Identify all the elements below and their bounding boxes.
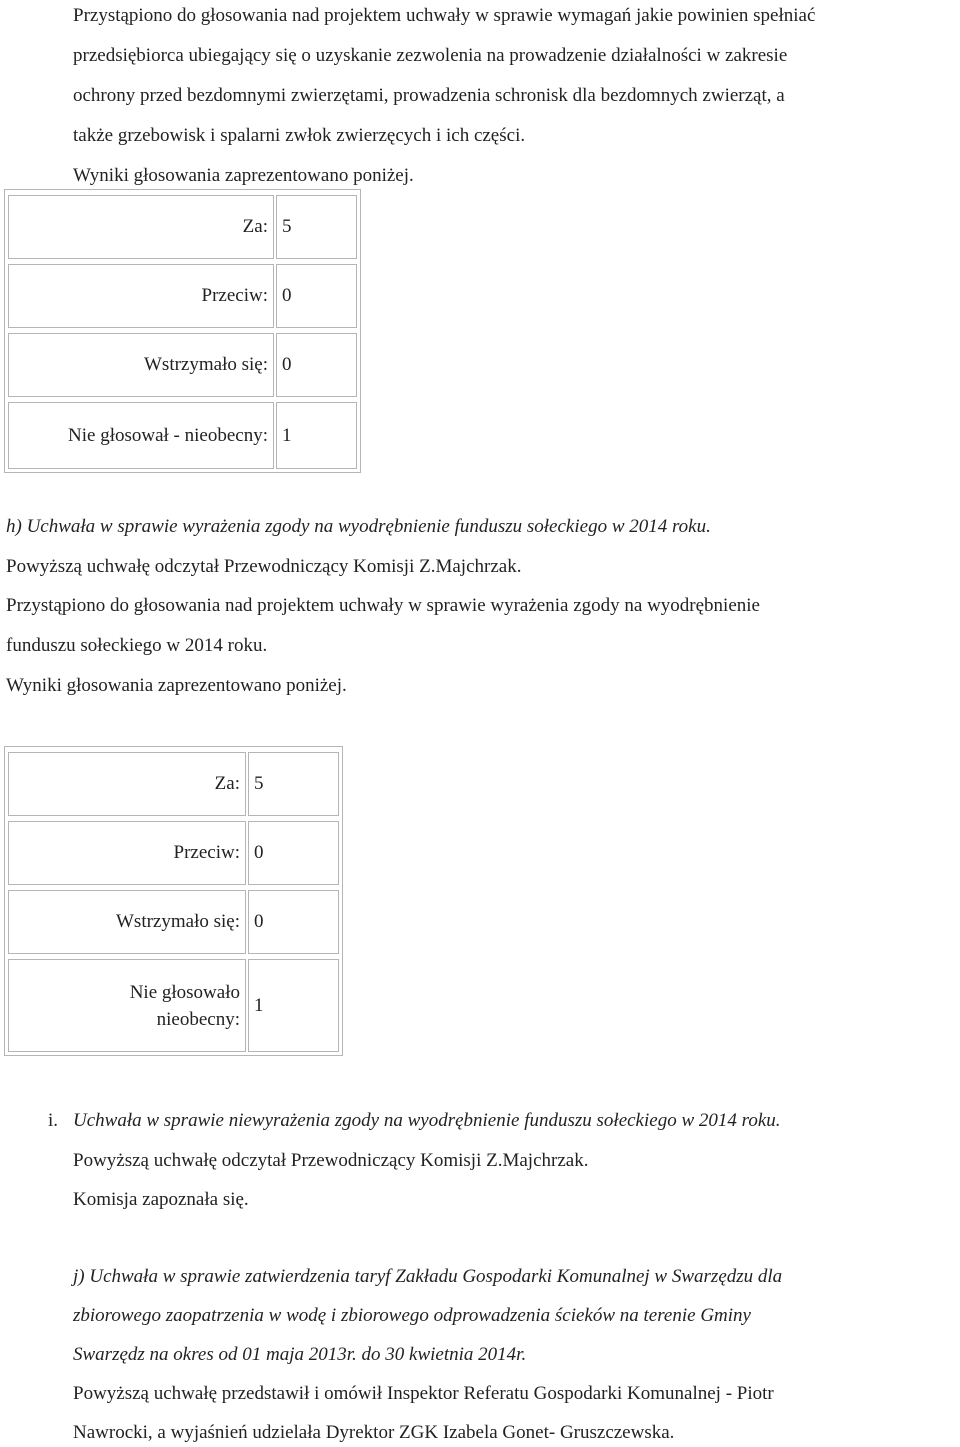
paragraph-line: Przystąpiono do głosowania nad projektem uchwały w sprawie wymagań jakie powinien spełniać [73,5,816,26]
list-marker: i. [48,1110,59,1131]
vote-value: 5 [276,195,357,259]
results-line: Wyniki głosowania zaprezentowano poniżej. [73,165,414,186]
vote-results-table [4,746,343,1056]
section-heading: Swarzędz na okres od 01 maja 2013r. do 30 kwietnia 2014r. [73,1344,527,1365]
vote-value: 0 [276,333,357,397]
read-by-line: Powyższą uchwałę odczytał Przewodniczący Komisji Z.Majchrzak. [6,556,522,577]
vote-label [8,959,246,1052]
paragraph-line: także grzebowisk i spalarni zwłok zwierzęcych i ich części. [73,125,526,146]
vote-label: Nie głosował - nieobecny: [8,402,274,469]
section-heading: Uchwała w sprawie niewyrażenia zgody na wyodrębnienie funduszu sołeckiego w 2014 roku. [73,1110,781,1131]
paragraph-line: przedsiębiorca ubiegający się o uzyskanie zezwolenia na prowadzenie działalności w zakresie [73,45,788,66]
read-by-line: Powyższą uchwałę odczytał Przewodniczący Komisji Z.Majchrzak. [73,1150,589,1171]
vote-value: 1 [248,959,339,1052]
vote-value: 1 [276,402,357,469]
vote-label-text: Nie głosowało nieobecny: [129,981,240,1030]
vote-value: 5 [248,752,339,816]
vote-results-table [4,189,361,473]
vote-label: Przeciw: [8,264,274,328]
results-line: Wyniki głosowania zaprezentowano poniżej. [6,675,347,696]
vote-label: Przeciw: [8,821,246,885]
vote-value: 0 [248,890,339,954]
vote-label: Wstrzymało się: [8,890,246,954]
section-heading: h) Uchwała w sprawie wyrażenia zgody na wyodrębnienie funduszu sołeckiego w 2014 roku. [6,516,711,537]
paragraph-line: Przystąpiono do głosowania nad projektem uchwały w sprawie wyrażenia zgody na wyodrębnienie [6,595,760,616]
vote-label: Wstrzymało się: [8,333,274,397]
vote-label: Za: [8,195,274,259]
paragraph-line: ochrony przed bezdomnymi zwierzętami, prowadzenia schronisk dla bezdomnych zwierząt, a [73,85,785,106]
paragraph-line: Powyższą uchwałę przedstawił i omówił Inspektor Referatu Gospodarki Komunalnej - Piotr [73,1383,774,1404]
section-heading: j) Uchwała w sprawie zatwierdzenia taryf Zakładu Gospodarki Komunalnej w Swarzędzu dla [73,1266,783,1287]
paragraph-line: funduszu sołeckiego w 2014 roku. [6,635,268,656]
section-heading: zbiorowego zaopatrzenia w wodę i zbiorowego odprowadzenia ścieków na terenie Gminy [73,1305,751,1326]
vote-value: 0 [276,264,357,328]
paragraph-line: Nawrocki, a wyjaśnień udzielała Dyrektor ZGK Izabela Gonet- Gruszczewska. [73,1422,675,1443]
vote-value: 0 [248,821,339,885]
vote-label: Za: [8,752,246,816]
note-line: Komisja zapoznała się. [73,1189,249,1210]
